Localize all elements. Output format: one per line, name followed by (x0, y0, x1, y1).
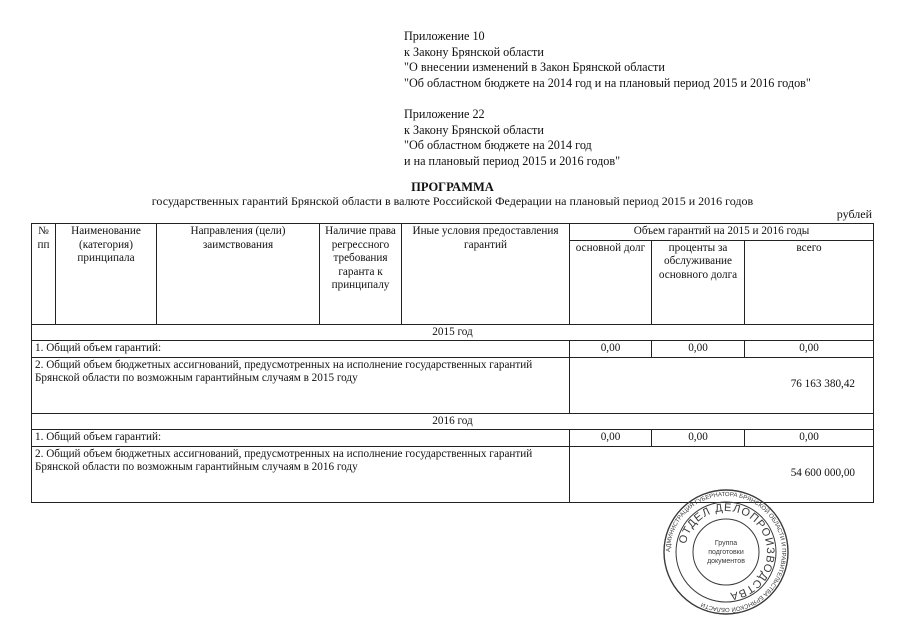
annex-line: к Закону Брянской области (404, 44, 544, 59)
header-total: всего (745, 240, 874, 324)
year-row-2015 (32, 324, 874, 341)
header-number: № пп (32, 224, 56, 325)
document-subtitle: государственных гарантий Брянской области в валюте Российской Федерации на плановый период 2015 и 2016 годов (151, 194, 754, 208)
stamp-center-line: подготовки (708, 549, 744, 556)
allocations-label: 2. Общий объем бюджетных ассигнований, предусмотренных на исполнение государственных гарантий Брянской области по возможным гарантийным случаям в 2016 году (32, 446, 570, 502)
annex-line: "О внесении изменений в Закон Брянской области (404, 60, 665, 74)
year-row-2016 (32, 413, 874, 430)
header-regress-right: Наличие права регрессного требования гаранта к принципалу (320, 224, 402, 325)
annex-line: и на плановый период 2015 и 2016 годов" (404, 153, 621, 168)
annex-reference-top (404, 29, 811, 91)
header-principal-debt: основной долг (570, 240, 652, 324)
annex-reference-bottom (404, 107, 620, 169)
total-value: 0,00 (745, 430, 874, 447)
stamp-center-line: документов (707, 558, 745, 565)
annex-line: к Закону Брянской области (404, 122, 544, 137)
header-interest: проценты за обслуживание основного долга (652, 240, 745, 324)
annex-line: "Об областном бюджете на 2014 год и на плановый период 2015 и 2016 годов" (404, 75, 811, 90)
stamp-center-line: Группа (714, 540, 738, 547)
interest-value: 0,00 (652, 430, 745, 447)
table-row (32, 341, 874, 358)
interest-value: 0,00 (652, 341, 745, 358)
header-purpose: Направления (цели) заимствования (157, 224, 320, 325)
table-header-row (32, 224, 874, 241)
guarantees-program-table (31, 223, 874, 503)
total-guarantees-label: 1. Общий объем гарантий: (32, 430, 570, 447)
principal-debt-value: 0,00 (570, 430, 652, 447)
units-label: рублей (836, 207, 872, 221)
table-row (32, 357, 874, 413)
annex-line: Приложение 10 (404, 29, 485, 43)
header-other-conditions: Иные условия предоставления гарантий (402, 224, 570, 325)
annex-line: Приложение 22 (404, 107, 485, 121)
year-label: 2016 год (32, 413, 874, 430)
stamp-ring-text: АДМИНИСТРАЦИЯ ГУБЕРНАТОРА БРЯНСКОЙ ОБЛАСТИ И ПРАВИТЕЛЬСТВА БРЯНСКОЙ ОБЛАСТИ (665, 491, 787, 613)
header-principal: Наименование (категория) принципала (56, 224, 157, 325)
header-guarantee-volume: Объем гарантий на 2015 и 2016 годы (570, 224, 874, 241)
table-row (32, 430, 874, 447)
year-label: 2015 год (32, 324, 874, 341)
principal-debt-value: 0,00 (570, 341, 652, 358)
stamp-arc-text: ОТДЕЛ ДЕЛОПРОИЗВОДСТВА (676, 501, 777, 602)
office-stamp (662, 488, 790, 616)
total-guarantees-label: 1. Общий объем гарантий: (32, 341, 570, 358)
allocations-value: 76 163 380,42 (570, 357, 874, 413)
annex-line: "Об областном бюджете на 2014 год (404, 138, 592, 152)
total-value: 0,00 (745, 341, 874, 358)
allocations-value: 54 600 000,00 (570, 446, 874, 502)
allocations-label: 2. Общий объем бюджетных ассигнований, предусмотренных на исполнение государственных гарантий Брянской области по возможным гарантийным случаям в 2015 году (32, 357, 570, 413)
document-title: ПРОГРАММА (411, 180, 494, 194)
